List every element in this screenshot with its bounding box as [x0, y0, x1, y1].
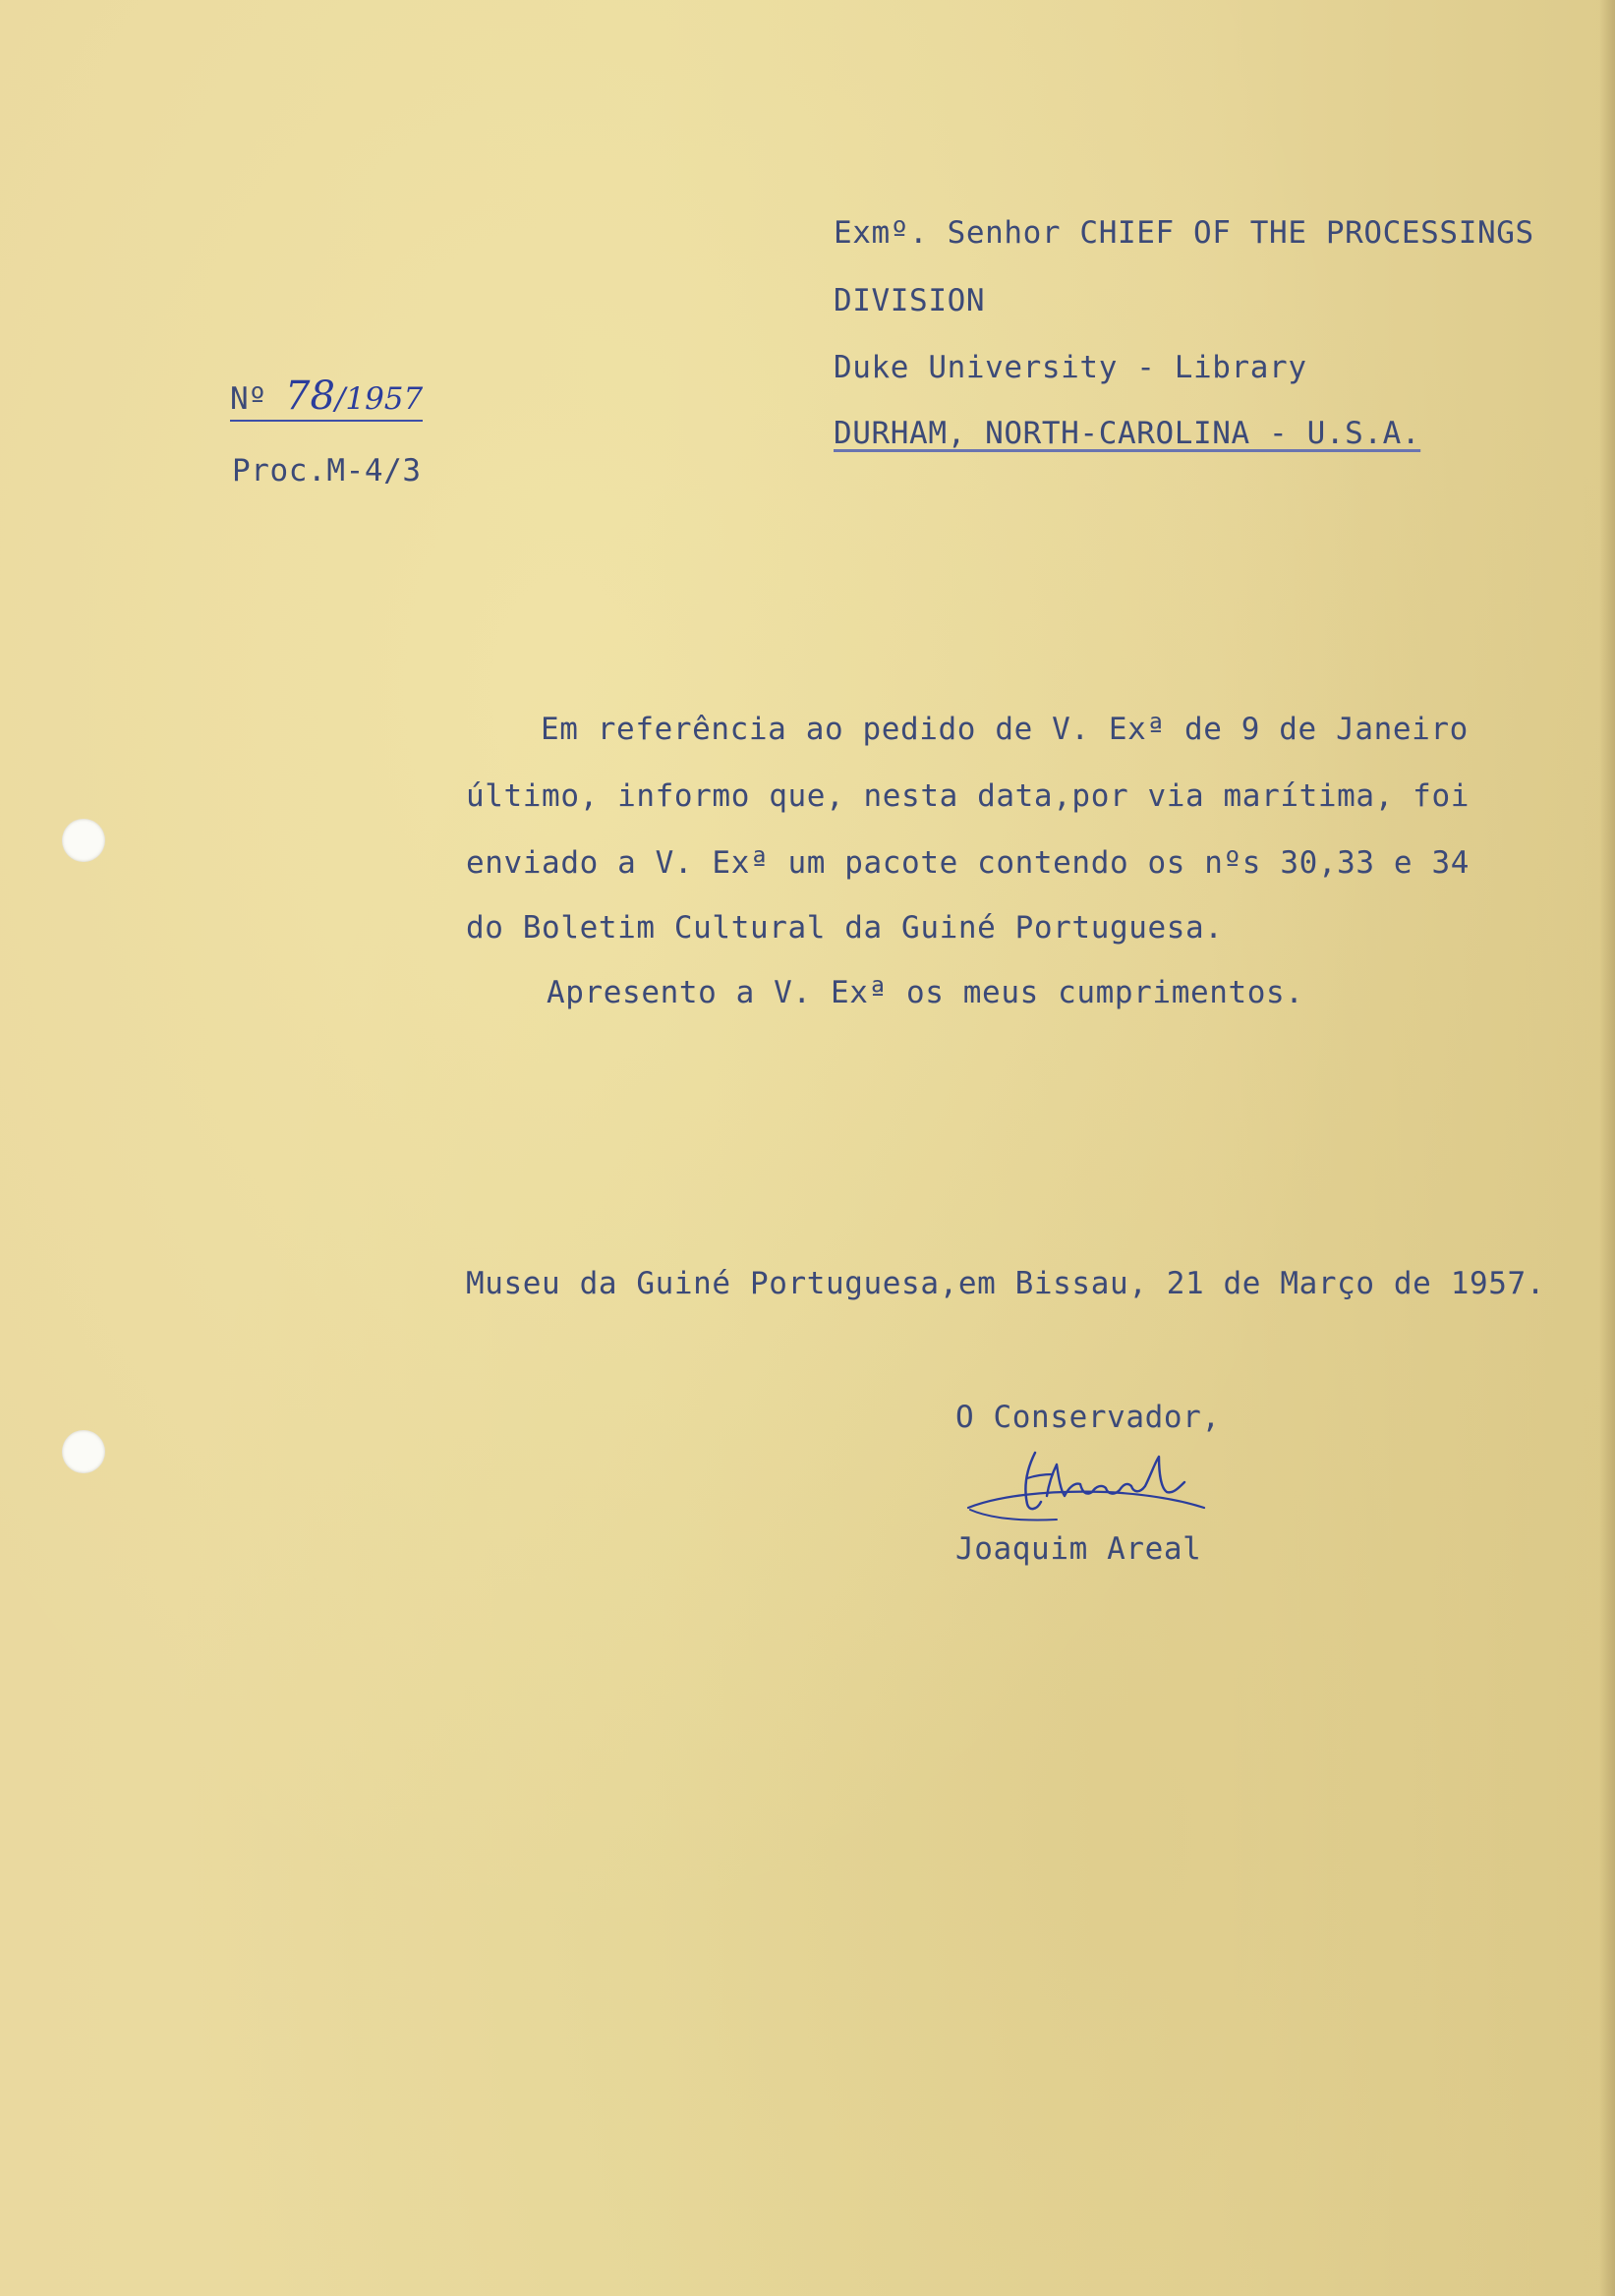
- process-reference: Proc.M-4/3: [232, 453, 422, 488]
- reference-handwritten-number: 78: [285, 373, 335, 419]
- recipient-line-1: Exmº. Senhor CHIEF OF THE PROCESSINGS: [834, 215, 1534, 251]
- signer-name: Joaquim Areal: [955, 1531, 1202, 1567]
- body-line-3: enviado a V. Exª um pacote contendo os nºs 30,33 e 34: [466, 845, 1470, 881]
- place-and-date: Museu da Guiné Portuguesa,em Bissau, 21 de Março de 1957.: [466, 1266, 1546, 1301]
- punch-hole-bottom: [62, 1430, 105, 1473]
- reference-number: [230, 373, 424, 422]
- recipient-line-4: DURHAM, NORTH-CAROLINA - U.S.A.: [834, 416, 1421, 451]
- body-line-2: último, informo que, nesta data,por via marítima, foi: [466, 778, 1470, 814]
- recipient-line-3: Duke University - Library: [834, 350, 1307, 385]
- punch-hole-top: [62, 819, 105, 862]
- body-line-1: Em referência ao pedido de V. Exª de 9 de Janeiro: [541, 712, 1469, 747]
- reference-year: /1957: [334, 381, 424, 417]
- closing-title: O Conservador,: [955, 1400, 1221, 1435]
- paper-edge-shadow: [1599, 0, 1615, 2296]
- body-line-5: Apresento a V. Exª os meus cumprimentos.: [547, 975, 1304, 1010]
- recipient-line-2: DIVISION: [834, 283, 986, 318]
- body-line-4: do Boletim Cultural da Guiné Portuguesa.: [466, 910, 1224, 946]
- reference-prefix: Nº: [230, 381, 285, 417]
